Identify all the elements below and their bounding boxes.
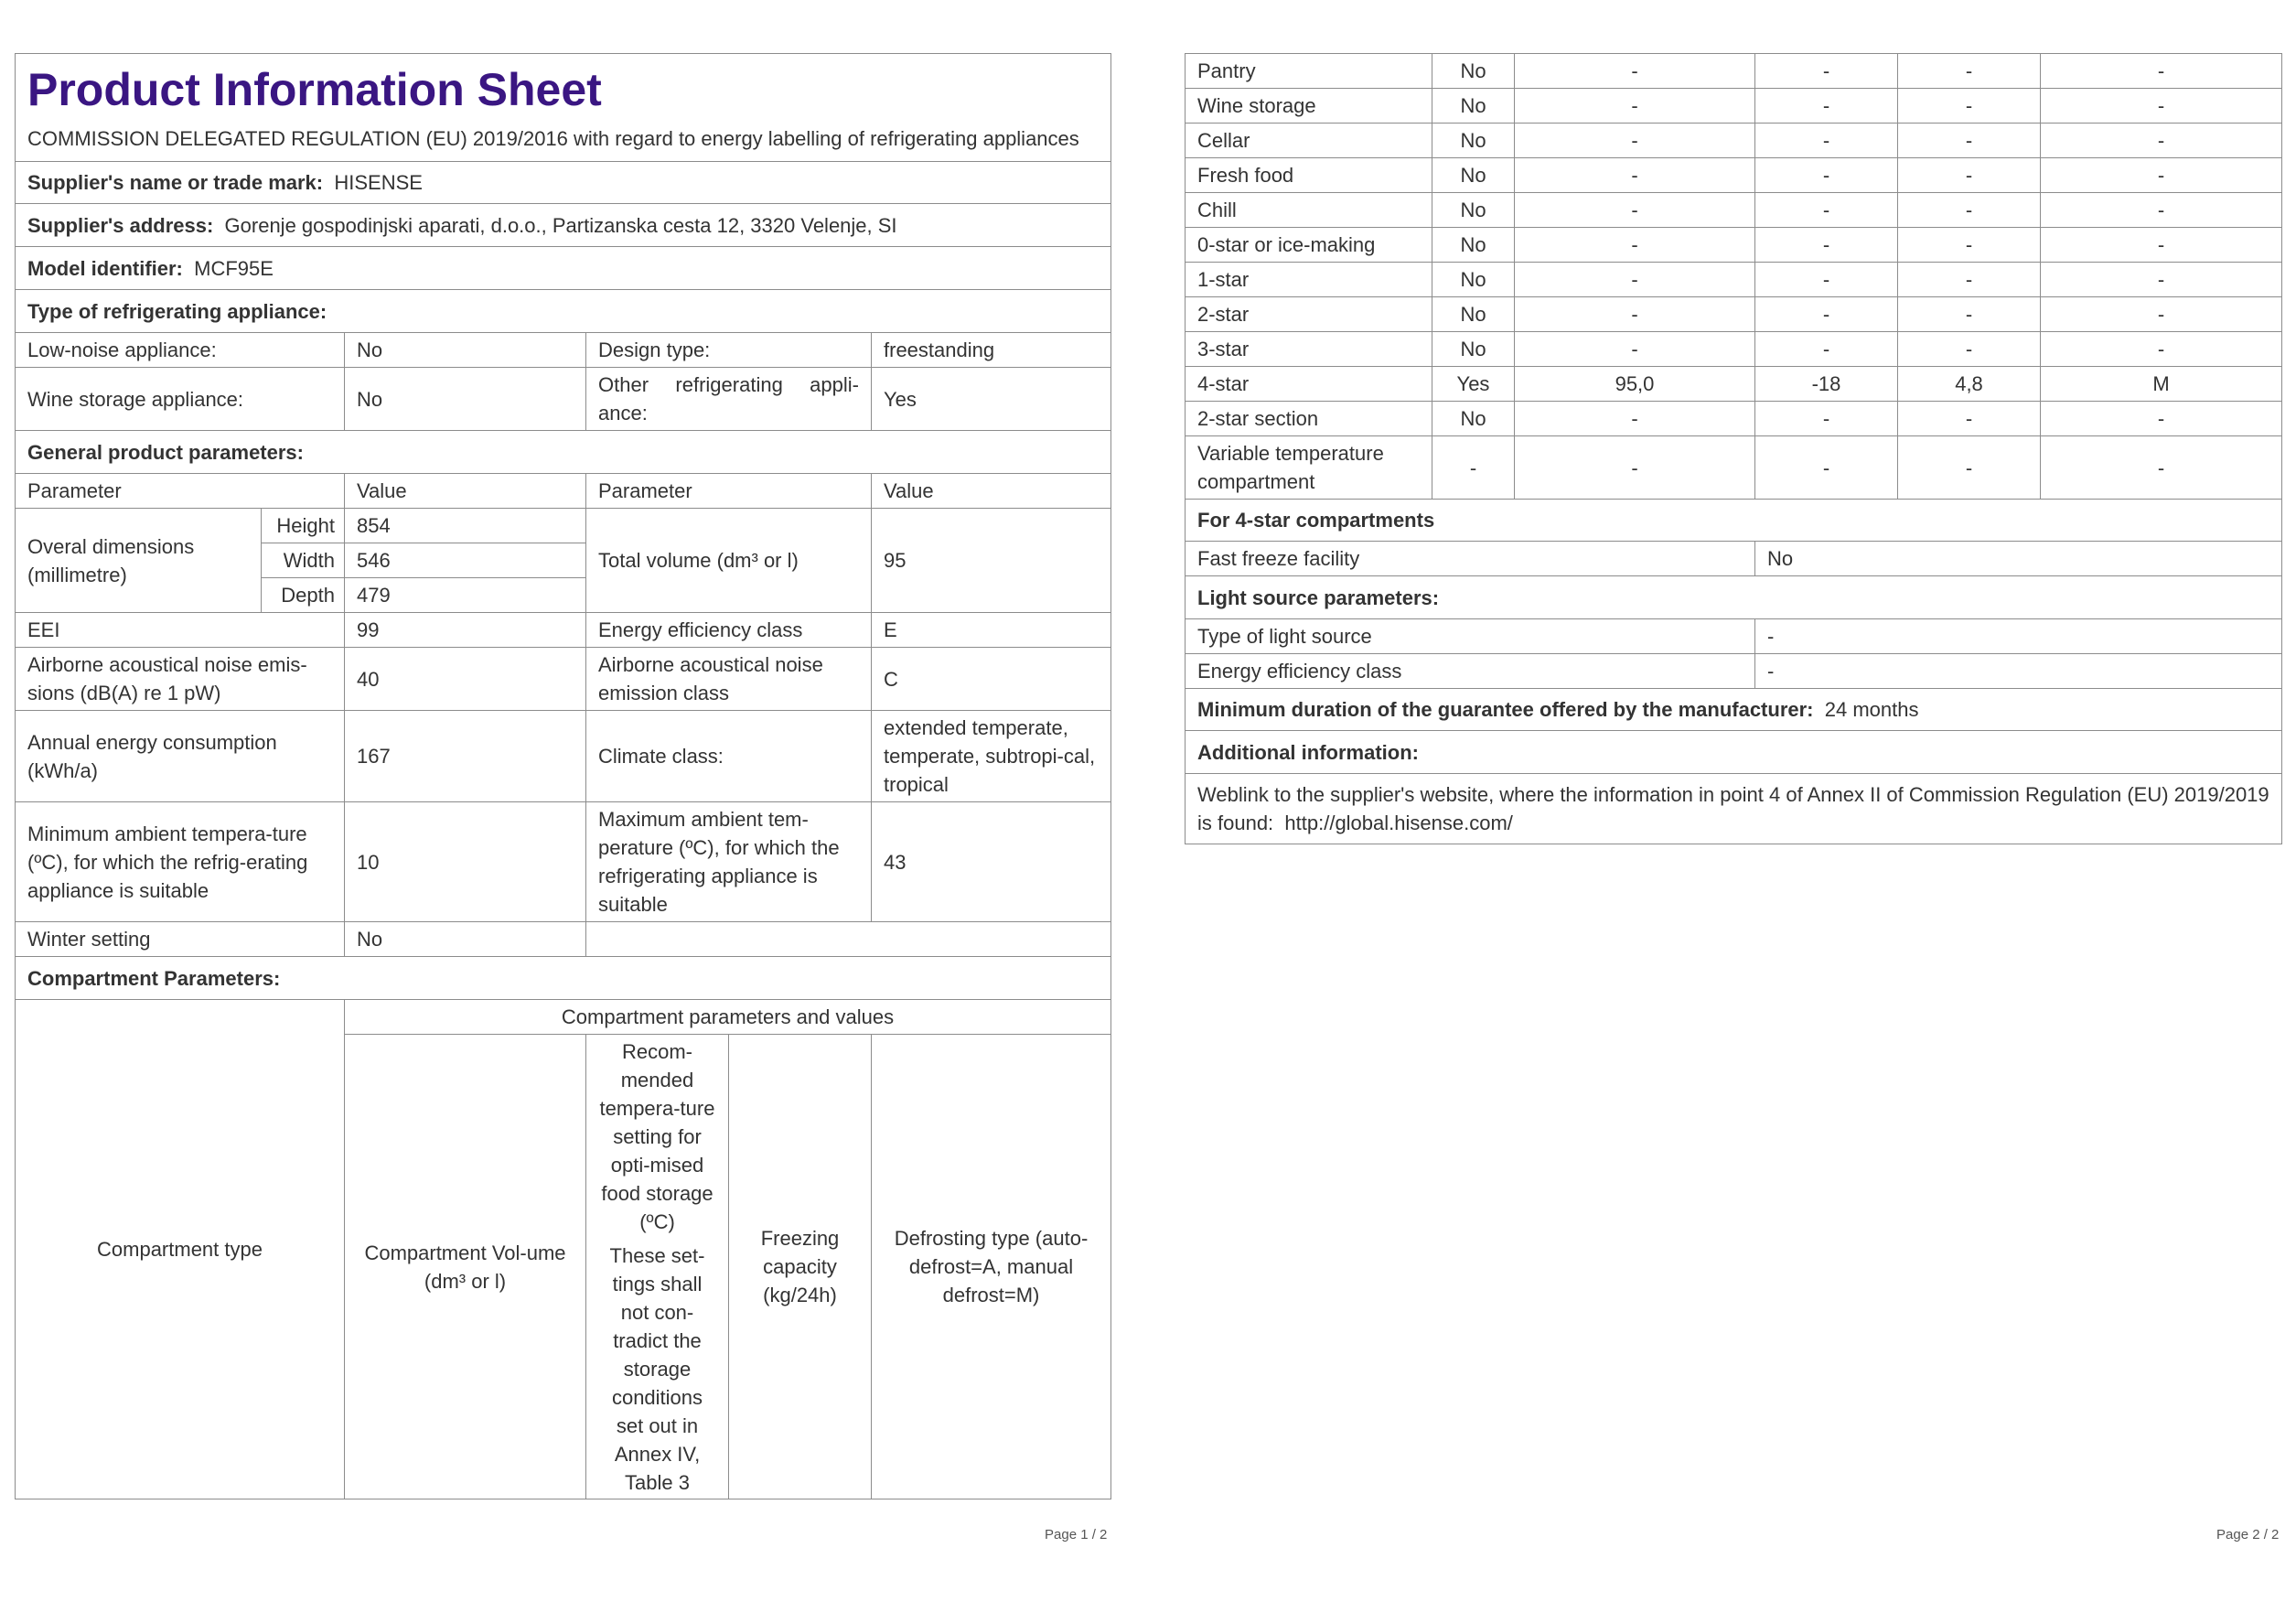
light-class-value: - [1755, 654, 2282, 689]
compartment-freezing: - [1898, 436, 2041, 500]
climate-class-label: Climate class: [586, 711, 872, 802]
compartment-values-header: Compartment parameters and values [345, 1000, 1111, 1035]
temperature-note-text: These set-tings shall not con-tradict the storage conditions set out in Annex IV, Table 3 [609, 1243, 705, 1494]
compartment-temperature: - [1755, 228, 1898, 263]
compartment-freezing: - [1898, 89, 2041, 124]
low-noise-label: Low-noise appliance: [16, 333, 345, 368]
total-volume-value: 95 [872, 509, 1111, 613]
compartment-row [1186, 54, 2282, 89]
defrosting-type-header: Defrosting type (auto-defrost=A, manual defrost=M) [872, 1035, 1111, 1499]
compartment-defrost: M [2041, 367, 2282, 402]
compartment-volume: - [1515, 158, 1755, 193]
compartment-volume: 95,0 [1515, 367, 1755, 402]
min-ambient-label: Minimum ambient tempera-ture (ºC), for which the refrig-erating appliance is suitable [16, 802, 345, 922]
compartment-defrost: - [2041, 332, 2282, 367]
supplier-name-row [16, 162, 1111, 204]
compartment-present: No [1432, 158, 1515, 193]
compartment-defrost: - [2041, 436, 2282, 500]
light-source-heading: Light source parameters: [1186, 576, 2282, 619]
page-1-table [15, 53, 1111, 1499]
light-type-label: Type of light source [1186, 619, 1755, 654]
appliance-type-heading: Type of refrigerating appliance: [16, 290, 1111, 333]
additional-info-heading: Additional information: [1186, 731, 2282, 774]
annual-consumption-value: 167 [345, 711, 586, 802]
header-cell [16, 54, 1111, 162]
compartment-volume: - [1515, 402, 1755, 436]
depth-value: 479 [345, 578, 586, 613]
compartment-volume-header: Compartment Vol-ume (dm³ or l) [345, 1035, 586, 1499]
eei-label: EEI [16, 613, 345, 648]
compartment-volume: - [1515, 54, 1755, 89]
compartment-name: Pantry [1186, 54, 1432, 89]
compartment-present: No [1432, 332, 1515, 367]
freezing-capacity-header: Freezing capacity (kg/24h) [729, 1035, 872, 1499]
winter-setting-label: Winter setting [16, 922, 345, 957]
width-value: 546 [345, 543, 586, 578]
eei-value: 99 [345, 613, 586, 648]
supplier-address: Gorenje gospodinjski aparati, d.o.o., Partizanska cesta 12, 3320 Velenje, SI [224, 213, 897, 237]
compartment-row [1186, 297, 2282, 332]
compartment-name: 4-star [1186, 367, 1432, 402]
recommended-temperature-header [586, 1035, 729, 1499]
supplier-address-label: Supplier's address: [27, 213, 214, 237]
height-label: Height [262, 509, 345, 543]
compartment-temperature: - [1755, 402, 1898, 436]
other-appliance-label: Other refrigerating appli-ance: [586, 368, 872, 431]
supplier-address-row [16, 204, 1111, 247]
compartment-present: No [1432, 54, 1515, 89]
compartment-volume: - [1515, 332, 1755, 367]
guarantee-row [1186, 689, 2282, 731]
compartment-freezing: - [1898, 402, 2041, 436]
min-ambient-value: 10 [345, 802, 586, 922]
compartment-rows [1186, 54, 2282, 500]
compartment-temperature: - [1755, 263, 1898, 297]
fast-freeze-value: No [1755, 542, 2282, 576]
four-star-heading: For 4-star compartments [1186, 500, 2282, 542]
compartment-name: 2-star section [1186, 402, 1432, 436]
compartment-volume: - [1515, 124, 1755, 158]
general-parameters-heading: General product parameters: [16, 431, 1111, 474]
compartment-row [1186, 228, 2282, 263]
compartment-freezing: - [1898, 332, 2041, 367]
compartment-freezing: - [1898, 54, 2041, 89]
compartment-row [1186, 332, 2282, 367]
compartment-row [1186, 158, 2282, 193]
compartment-row [1186, 263, 2282, 297]
compartment-name: 3-star [1186, 332, 1432, 367]
compartment-present: No [1432, 89, 1515, 124]
compartment-present: No [1432, 402, 1515, 436]
compartment-freezing: - [1898, 263, 2041, 297]
noise-value: 40 [345, 648, 586, 711]
compartment-volume: - [1515, 297, 1755, 332]
compartment-name: Fresh food [1186, 158, 1432, 193]
compartment-temperature: - [1755, 54, 1898, 89]
compartment-name: 0-star or ice-making [1186, 228, 1432, 263]
design-type-value: freestanding [872, 333, 1111, 368]
supplier-name-label: Supplier's name or trade mark: [27, 171, 324, 194]
other-appliance-value: Yes [872, 368, 1111, 431]
compartment-temperature: - [1755, 332, 1898, 367]
weblink-text: Weblink to the supplier's website, where the information in point 4 of Annex II of Commission Regulation (EU) 2019/2019 is found: [1197, 783, 2269, 834]
low-noise-value: No [345, 333, 586, 368]
compartment-type-header: Compartment type [16, 1000, 345, 1499]
compartment-defrost: - [2041, 193, 2282, 228]
wine-storage-value: No [345, 368, 586, 431]
compartment-present: Yes [1432, 367, 1515, 402]
compartment-present: - [1432, 436, 1515, 500]
recommended-temperature-text: Recom-mended tempera-ture setting for opti-mised food storage (ºC) [599, 1039, 715, 1233]
width-label: Width [262, 543, 345, 578]
compartment-freezing: - [1898, 124, 2041, 158]
compartment-present: No [1432, 228, 1515, 263]
guarantee-label: Minimum duration of the guarantee offered by the manufacturer: [1197, 698, 1814, 721]
compartment-freezing: - [1898, 228, 2041, 263]
col-value-2: Value [872, 474, 1111, 509]
light-class-label: Energy efficiency class [1186, 654, 1755, 689]
compartment-present: No [1432, 263, 1515, 297]
compartment-defrost: - [2041, 263, 2282, 297]
compartment-defrost: - [2041, 402, 2282, 436]
compartment-parameters-heading: Compartment Parameters: [16, 957, 1111, 1000]
depth-label: Depth [262, 578, 345, 613]
compartment-volume: - [1515, 263, 1755, 297]
compartment-volume: - [1515, 436, 1755, 500]
energy-class-value: E [872, 613, 1111, 648]
design-type-label: Design type: [586, 333, 872, 368]
max-ambient-value: 43 [872, 802, 1111, 922]
page-title: Product Information Sheet [27, 64, 602, 115]
col-parameter-1: Parameter [16, 474, 345, 509]
energy-class-label: Energy efficiency class [586, 613, 872, 648]
noise-class-label: Airborne acoustical noise emission class [586, 648, 872, 711]
compartment-temperature: -18 [1755, 367, 1898, 402]
empty-cell [586, 922, 1111, 957]
noise-class-value: C [872, 648, 1111, 711]
compartment-freezing: 4,8 [1898, 367, 2041, 402]
compartment-row [1186, 89, 2282, 124]
compartment-present: No [1432, 297, 1515, 332]
compartment-name: Cellar [1186, 124, 1432, 158]
supplier-name: HISENSE [334, 171, 423, 194]
compartment-temperature: - [1755, 297, 1898, 332]
compartment-volume: - [1515, 228, 1755, 263]
compartment-present: No [1432, 193, 1515, 228]
fast-freeze-label: Fast freeze facility [1186, 542, 1755, 576]
compartment-row [1186, 124, 2282, 158]
page-number-1: Page 1 / 2 [1045, 1527, 1108, 1542]
page-2-table [1185, 53, 2282, 844]
climate-class-value: extended temperate, temperate, subtropi-cal, tropical [872, 711, 1111, 802]
compartment-volume: - [1515, 193, 1755, 228]
weblink-row [1186, 774, 2282, 844]
compartment-row [1186, 193, 2282, 228]
compartment-present: No [1432, 124, 1515, 158]
compartment-defrost: - [2041, 228, 2282, 263]
compartment-temperature: - [1755, 193, 1898, 228]
compartment-name: 1-star [1186, 263, 1432, 297]
compartment-defrost: - [2041, 89, 2282, 124]
total-volume-label: Total volume (dm³ or l) [586, 509, 872, 613]
compartment-name: 2-star [1186, 297, 1432, 332]
page-2 [1185, 53, 2281, 844]
regulation-text: COMMISSION DELEGATED REGULATION (EU) 2019/2016 with regard to energy labelling of refrigerating appliances [27, 127, 1079, 150]
guarantee-value: 24 months [1824, 698, 1919, 721]
compartment-defrost: - [2041, 297, 2282, 332]
compartment-temperature: - [1755, 124, 1898, 158]
compartment-temperature: - [1755, 436, 1898, 500]
compartment-name: Chill [1186, 193, 1432, 228]
noise-label: Airborne acoustical noise emis-sions (dB(A) re 1 pW) [16, 648, 345, 711]
model-label: Model identifier: [27, 256, 183, 280]
compartment-freezing: - [1898, 297, 2041, 332]
compartment-name: Wine storage [1186, 89, 1432, 124]
compartment-defrost: - [2041, 158, 2282, 193]
compartment-freezing: - [1898, 193, 2041, 228]
winter-setting-value: No [345, 922, 586, 957]
compartment-defrost: - [2041, 54, 2282, 89]
dimensions-label: Overal dimensions (millimetre) [16, 509, 262, 613]
compartment-freezing: - [1898, 158, 2041, 193]
model-identifier: MCF95E [194, 256, 274, 280]
weblink-url[interactable]: http://global.hisense.com/ [1284, 812, 1513, 834]
compartment-name: Variable temperature compartment [1186, 436, 1432, 500]
col-value-1: Value [345, 474, 586, 509]
light-type-value: - [1755, 619, 2282, 654]
wine-storage-label: Wine storage appliance: [16, 368, 345, 431]
col-parameter-2: Parameter [586, 474, 872, 509]
compartment-volume: - [1515, 89, 1755, 124]
page-1 [15, 53, 1110, 1499]
max-ambient-label: Maximum ambient tem-perature (ºC), for which the refrigerating appliance is suitable [586, 802, 872, 922]
compartment-row [1186, 367, 2282, 402]
height-value: 854 [345, 509, 586, 543]
page-number-2: Page 2 / 2 [2216, 1527, 2280, 1542]
compartment-defrost: - [2041, 124, 2282, 158]
compartment-temperature: - [1755, 158, 1898, 193]
annual-consumption-label: Annual energy consumption (kWh/a) [16, 711, 345, 802]
model-row [16, 247, 1111, 290]
compartment-temperature: - [1755, 89, 1898, 124]
compartment-row [1186, 436, 2282, 500]
compartment-row [1186, 402, 2282, 436]
